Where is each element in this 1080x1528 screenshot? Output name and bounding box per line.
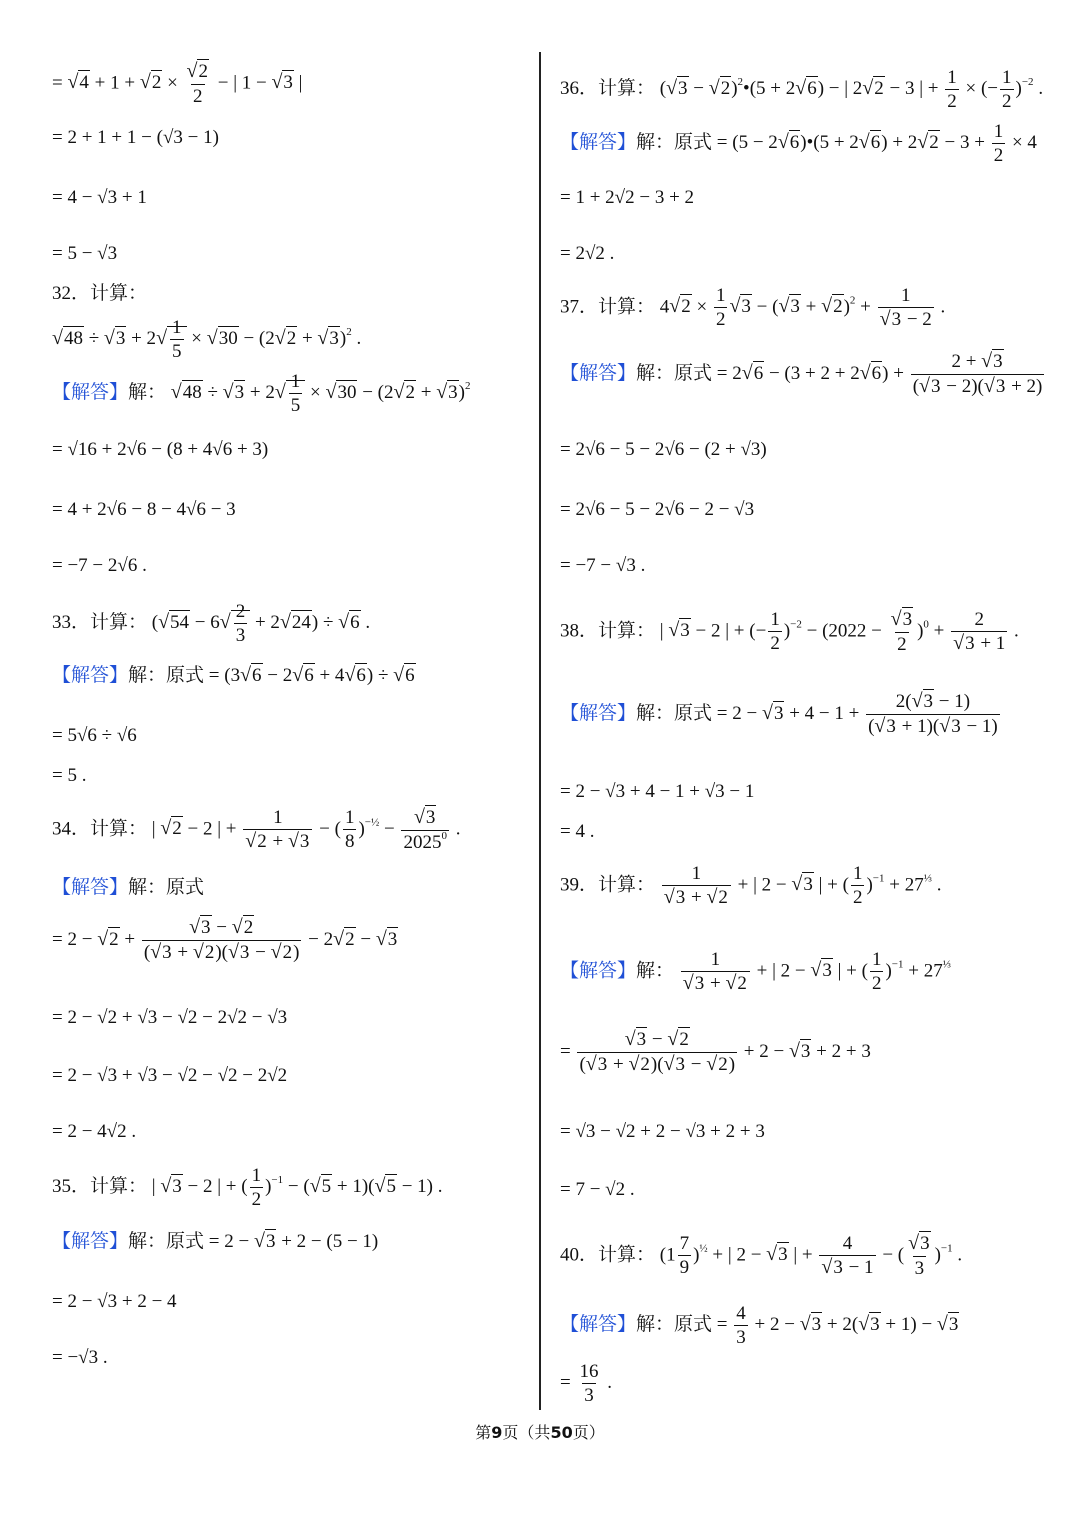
q33-step-2: = 5 . bbox=[52, 765, 87, 786]
q37-question: 37．计算： 4√2 × $\frac{1}{2}$ $√3 - (√3 + √2)^2$ + $\frac{1}{√3 - 2}$ . bbox=[560, 285, 946, 331]
q39-question: 39．计算： $\frac{1}{√3 + √2}$ + | 2 − √3 | + ( $\frac{1}{2}$ )$^{-1} + 27^{\frac{1}{3}}$ . bbox=[560, 863, 942, 909]
q32-expression: √48 ÷ √3 + 2√ $\frac{1}{5}$ × $√30 - (2√2 + √3)^2$ . bbox=[52, 317, 362, 362]
q31-step-3: = 4 − √3 + 1 bbox=[52, 187, 147, 208]
q32-solution: 【解答】解： √48 ÷ √3 + 2√ $\frac{1}{5}$ × $√30 - (2√2 + √3)^2$ bbox=[52, 371, 471, 416]
q36-step-1: = 1 + 2√2 − 3 + 2 bbox=[560, 187, 695, 208]
q35-step-2: = −√3 . bbox=[52, 1347, 108, 1368]
q39-solution: 【解答】解： $\frac{1}{√3 + √2}$ + | 2 − √3 | + ( $\frac{1}{2}$ )$^{-1} + 27^{\frac{1}{3}}$ bbox=[560, 949, 951, 995]
page-footer: 第9页（共50页） bbox=[475, 1423, 605, 1442]
q38-step-1: = 2 − √3 + 4 − 1 + √3 − 1 bbox=[560, 781, 755, 802]
q34-step-4: = 2 − 4√2 . bbox=[52, 1121, 137, 1142]
q37-step-2: = 2√6 − 5 − 2√6 − 2 − √3 bbox=[560, 499, 755, 520]
q38-solution: 【解答】解：原式 = 2 − √3 + 4 − 1 + $\frac{2(√3 - 1)}{(√3 + 1)(√3 - 1)}$ bbox=[560, 690, 998, 737]
solution-tag: 【解答】 bbox=[52, 381, 129, 403]
q33-step-1: = 5√6 ÷ √6 bbox=[52, 725, 137, 746]
q32-step-3: = −7 − 2√6 . bbox=[52, 555, 147, 576]
q34-step-3: = 2 − √3 + √3 − √2 − √2 − 2√2 bbox=[52, 1065, 288, 1086]
q38-question: 38．计算： | √3 − 2 | + (− $\frac{1}{2}$ )$^{-2}$ − (2022 − $\frac{√3}{2}$ )$^0$ + $\frac{2}{√3 + 1}$ . bbox=[560, 608, 1019, 655]
q32-step-1: = √16 + 2√6 − (8 + 4√6 + 3) bbox=[52, 439, 269, 460]
q31-step-4: = 5 − √3 bbox=[52, 243, 118, 264]
q39-step-1: = $\frac{√3 - √2}{(√3 + √2)(√3 - √2)}$ + 2 − √3 + 2 + 3 bbox=[560, 1028, 871, 1075]
q33-solution: 【解答】解：原式 = (3√6 − 2√6 + 4√6) ÷ √6 bbox=[52, 664, 415, 686]
q36-question: 36．计算： $(√3 - √2)^2•(5 + 2√6)$ − | 2√2 − 3 | + $\frac{1}{2}$ × (− $\frac{1}{2}$ )$^{-2}$ . bbox=[560, 67, 1044, 112]
q37-solution: 【解答】解：原式 = 2√6 − (3 + 2 + 2√6) + $\frac{2 + √3}{(√3 - 2)(√3 + 2)}$ bbox=[560, 350, 1043, 397]
q34-step-1: = 2 − √2 + $\frac{√3 - √2}{(√3 + √2)(√3 - √2)}$ − 2√2 − √3 bbox=[52, 916, 398, 963]
q32-title: 32．计算： bbox=[52, 283, 148, 304]
q39-step-3: = 7 − √2 . bbox=[560, 1179, 635, 1200]
q35-solution: 【解答】解：原式 = 2 − √3 + 2 − (5 − 1) bbox=[52, 1230, 379, 1252]
column-divider bbox=[539, 52, 541, 1410]
q31-step-2: = 2 + 1 + 1 − (√3 − 1) bbox=[52, 127, 219, 148]
q35-step-1: = 2 − √3 + 2 − 4 bbox=[52, 1291, 177, 1312]
q32-step-2: = 4 + 2√6 − 8 − 4√6 − 3 bbox=[52, 499, 236, 520]
q34-question: 34．计算： | √2 − 2 | + $\frac{1}{√2 + √3}$ − ( $\frac{1}{8}$ )$^{-\frac{1}{2}}$ − $\frac{√3}{2025^0}$ . bbox=[52, 806, 461, 853]
q36-solution: 【解答】解：原式 = (5 − 2√6)•(5 + 2√6) + 2√2 − 3 + $\frac{1}{2}$ × 4 bbox=[560, 121, 1037, 166]
q36-step-2: = 2√2 . bbox=[560, 243, 615, 264]
q33-question: 33．计算： (√54 − 6√ $\frac{2}{3}$ + 2√24) ÷ √6 . bbox=[52, 601, 371, 646]
q39-step-2: = √3 − √2 + 2 − √3 + 2 + 3 bbox=[560, 1121, 765, 1142]
q40-solution: 【解答】解：原式 = $\frac{4}{3}$ + 2 − √3 + 2(√3 + 1) − √3 bbox=[560, 1303, 959, 1348]
q40-step-1: = $\frac{16}{3}$ . bbox=[560, 1361, 612, 1406]
q34-solution-head: 【解答】解：原式 bbox=[52, 877, 205, 898]
q37-step-1: = 2√6 − 5 − 2√6 − (2 + √3) bbox=[560, 439, 767, 460]
q31-step-1: = √4 + 1 + √2 × $\frac{√2}{2}$ − | 1 − √3 | bbox=[52, 60, 303, 107]
q37-step-3: = −7 − √3 . bbox=[560, 555, 646, 576]
q38-step-2: = 4 . bbox=[560, 821, 595, 842]
q34-step-2: = 2 − √2 + √3 − √2 − 2√2 − √3 bbox=[52, 1007, 288, 1028]
q40-question: 40．计算： (1 $\frac{7}{9}$ )$^{\frac{1}{2}}$ + | 2 − √3 | + $\frac{4}{√3 - 1}$ − ( $\frac{√3}{3}$ )$^{-1}$ . bbox=[560, 1232, 963, 1279]
q35-question: 35．计算： | √3 − 2 | + ( $\frac{1}{2}$ )$^{-1}$ − (√5 + 1)(√5 − 1) . bbox=[52, 1165, 443, 1210]
